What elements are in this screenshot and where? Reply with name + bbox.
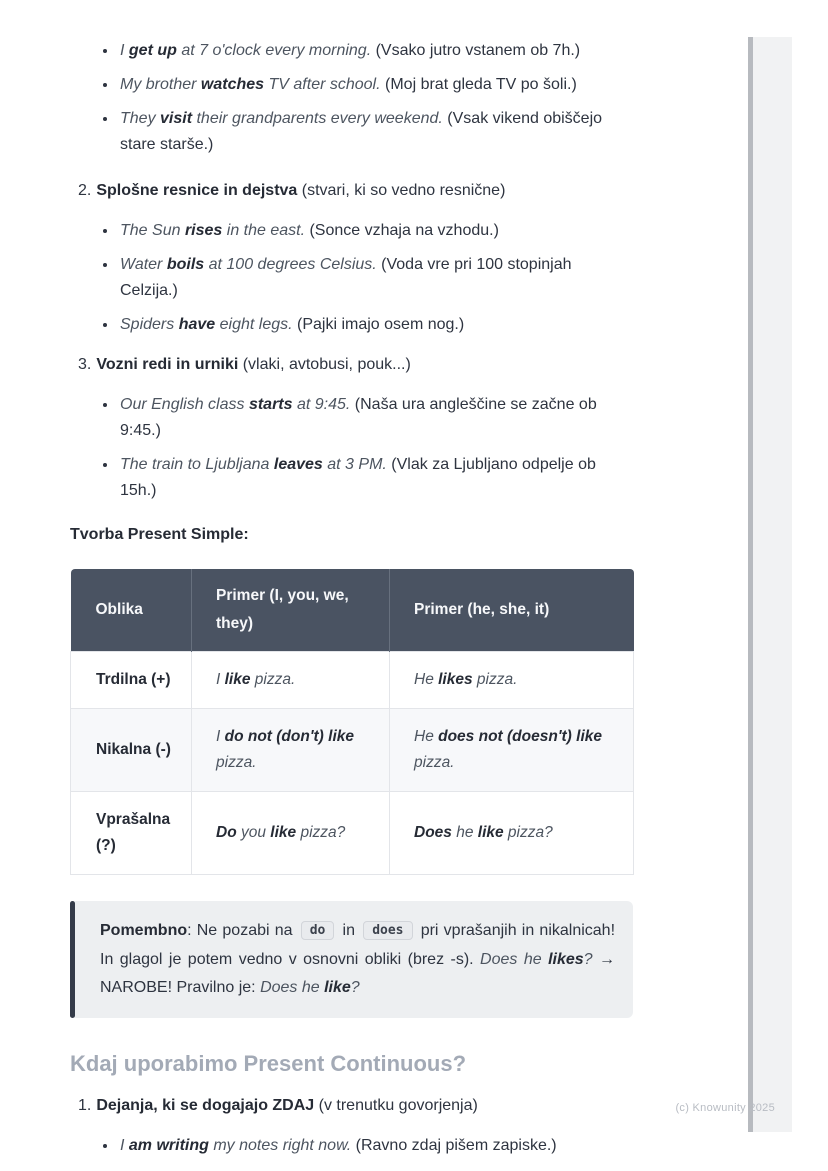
text-run: at 7 o'clock every morning.: [176, 42, 372, 59]
text-run: like: [224, 671, 251, 688]
text-run: He: [414, 728, 439, 745]
list-item: [118, 38, 633, 64]
column-header-oblika: Oblika: [71, 569, 192, 652]
text-run: Do: [216, 824, 237, 841]
list-item: [118, 452, 633, 504]
text-run: (Pajki imajo osem nog.): [292, 316, 465, 333]
text-run: do not (don't) like: [224, 728, 355, 745]
text-run: I: [216, 728, 225, 745]
item-suffix: (stvari, ki so vedno resnične): [297, 182, 506, 199]
text-run: like: [270, 824, 297, 841]
text-run: Our English class: [120, 396, 249, 413]
text-run: visit: [160, 110, 193, 127]
item-number: 1.: [78, 1097, 92, 1114]
present-simple-table: [70, 569, 634, 875]
tvorba-heading: Tvorba Present Simple:: [70, 526, 249, 543]
text-run: in: [337, 922, 361, 939]
text-run: get up: [128, 42, 177, 59]
text-run: like: [324, 979, 351, 996]
row-label: Nikalna (-): [71, 709, 192, 792]
table-cell: [390, 709, 634, 792]
text-run: : Ne pozabi na: [187, 922, 298, 939]
text-run: my notes right now.: [208, 1137, 352, 1154]
text-run: He: [414, 671, 439, 688]
text-run: pri vprašanjih in nikalnicah! In glagol je potem vedno v osnovni obliki (brez -s).: [100, 922, 616, 968]
scrollbar-thumb[interactable]: [748, 37, 753, 1132]
document-content: [70, 0, 633, 1159]
text-run: pizza.: [216, 754, 257, 771]
text-run: their grandparents every weekend.: [192, 110, 443, 127]
important-callout: [70, 901, 633, 1018]
list-item: [118, 1133, 633, 1159]
text-run: you: [236, 824, 271, 841]
text-run: I: [120, 1137, 129, 1154]
text-run: → NAROBE! Pravilno je:: [100, 951, 615, 996]
text-run: The Sun: [120, 222, 185, 239]
text-run: likes: [548, 951, 584, 968]
row-label: Trdilna (+): [71, 652, 192, 709]
text-run: pizza?: [296, 824, 346, 841]
list-item: [118, 312, 633, 338]
list-item: [118, 392, 633, 444]
text-run: TV after school.: [264, 76, 381, 93]
text-run: (Voda vre pri 100 stopinjah Celzija.): [120, 256, 572, 299]
table-cell: [192, 709, 390, 792]
text-run: starts: [248, 396, 293, 413]
numbered-item-1: [78, 1093, 633, 1119]
table-cell: [390, 792, 634, 875]
example-list-continuous: [70, 1133, 633, 1159]
text-run: Does he: [480, 951, 549, 968]
text-run: does: [363, 921, 412, 940]
text-run: at 9:45.: [292, 396, 351, 413]
text-run: Does he: [260, 979, 325, 996]
section-heading-continuous: Kdaj uporabimo Present Continuous?: [70, 1051, 467, 1076]
text-run: like: [477, 824, 504, 841]
scrollbar-track: [748, 37, 792, 1132]
column-header-primer-singular: Primer (he, she, it): [390, 569, 634, 652]
item-number: 3.: [78, 356, 92, 373]
column-header-primer-plural: Primer (I, you, we, they): [192, 569, 390, 652]
text-run: They: [120, 110, 161, 127]
text-run: Does: [414, 824, 452, 841]
item-title: Vozni redi in urniki: [96, 356, 239, 373]
text-run: Spiders: [120, 316, 179, 333]
text-run: rises: [184, 222, 223, 239]
table-cell: [192, 792, 390, 875]
text-run: am writing: [128, 1137, 209, 1154]
text-run: Pomembno: [100, 922, 188, 939]
numbered-item-2: [78, 178, 633, 204]
text-run: in the east.: [222, 222, 306, 239]
text-run: The train to Ljubljana: [120, 456, 274, 473]
text-run: ?: [583, 951, 593, 968]
text-run: Water: [120, 256, 167, 273]
text-run: does not (doesn't) like: [438, 728, 602, 745]
text-run: ?: [350, 979, 360, 996]
list-item: [118, 106, 633, 158]
text-run: eight legs.: [215, 316, 293, 333]
row-label: Vprašalna (?): [71, 792, 192, 875]
numbered-item-3: [78, 352, 633, 378]
table-row: [71, 792, 634, 875]
item-title: Splošne resnice in dejstva: [96, 182, 298, 199]
item-suffix: (vlaki, avtobusi, pouk...): [238, 356, 411, 373]
list-item: [118, 252, 633, 304]
list-item: [118, 72, 633, 98]
text-run: pizza?: [503, 824, 553, 841]
text-run: do: [301, 921, 335, 940]
text-run: (Sonce vzhaja na vzhodu.): [305, 222, 499, 239]
text-run: My brother: [120, 76, 201, 93]
text-run: have: [178, 316, 216, 333]
text-run: likes: [438, 671, 473, 688]
list-item: [118, 218, 633, 244]
callout-accent-bar: [70, 901, 75, 1018]
watermark: (c) Knowunity 2025: [675, 1102, 775, 1114]
table-row: [71, 652, 634, 709]
callout-text: [100, 922, 615, 996]
text-run: at 3 PM.: [322, 456, 387, 473]
example-list-truths: [70, 218, 633, 338]
table-cell: [390, 652, 634, 709]
table-header: [71, 569, 634, 652]
text-run: (Moj brat gleda TV po šoli.): [380, 76, 577, 93]
table-row: [71, 709, 634, 792]
text-run: (Vsako jutro vstanem ob 7h.): [371, 42, 581, 59]
example-list-everyday: [70, 38, 633, 158]
text-run: at 100 degrees Celsius.: [204, 256, 377, 273]
text-run: pizza.: [414, 754, 455, 771]
item-suffix: (v trenutku govorjenja): [314, 1097, 478, 1114]
text-run: (Vlak za Ljubljano odpelje ob 15h.): [120, 456, 596, 499]
text-run: boils: [166, 256, 205, 273]
text-run: pizza.: [250, 671, 296, 688]
text-run: watches: [200, 76, 265, 93]
text-run: he: [451, 824, 478, 841]
text-run: leaves: [273, 456, 323, 473]
text-run: I: [216, 671, 225, 688]
text-run: pizza.: [472, 671, 518, 688]
text-run: I: [120, 42, 129, 59]
example-list-schedules: [70, 392, 633, 504]
table-cell: [192, 652, 390, 709]
text-run: (Naša ura angleščine se začne ob 9:45.): [120, 396, 597, 439]
text-run: (Ravno zdaj pišem zapiske.): [351, 1137, 557, 1154]
text-run: (Vsak vikend obiščejo stare starše.): [120, 110, 603, 153]
item-number: 2.: [78, 182, 92, 199]
item-title: Dejanja, ki se dogajajo ZDAJ: [96, 1097, 315, 1114]
